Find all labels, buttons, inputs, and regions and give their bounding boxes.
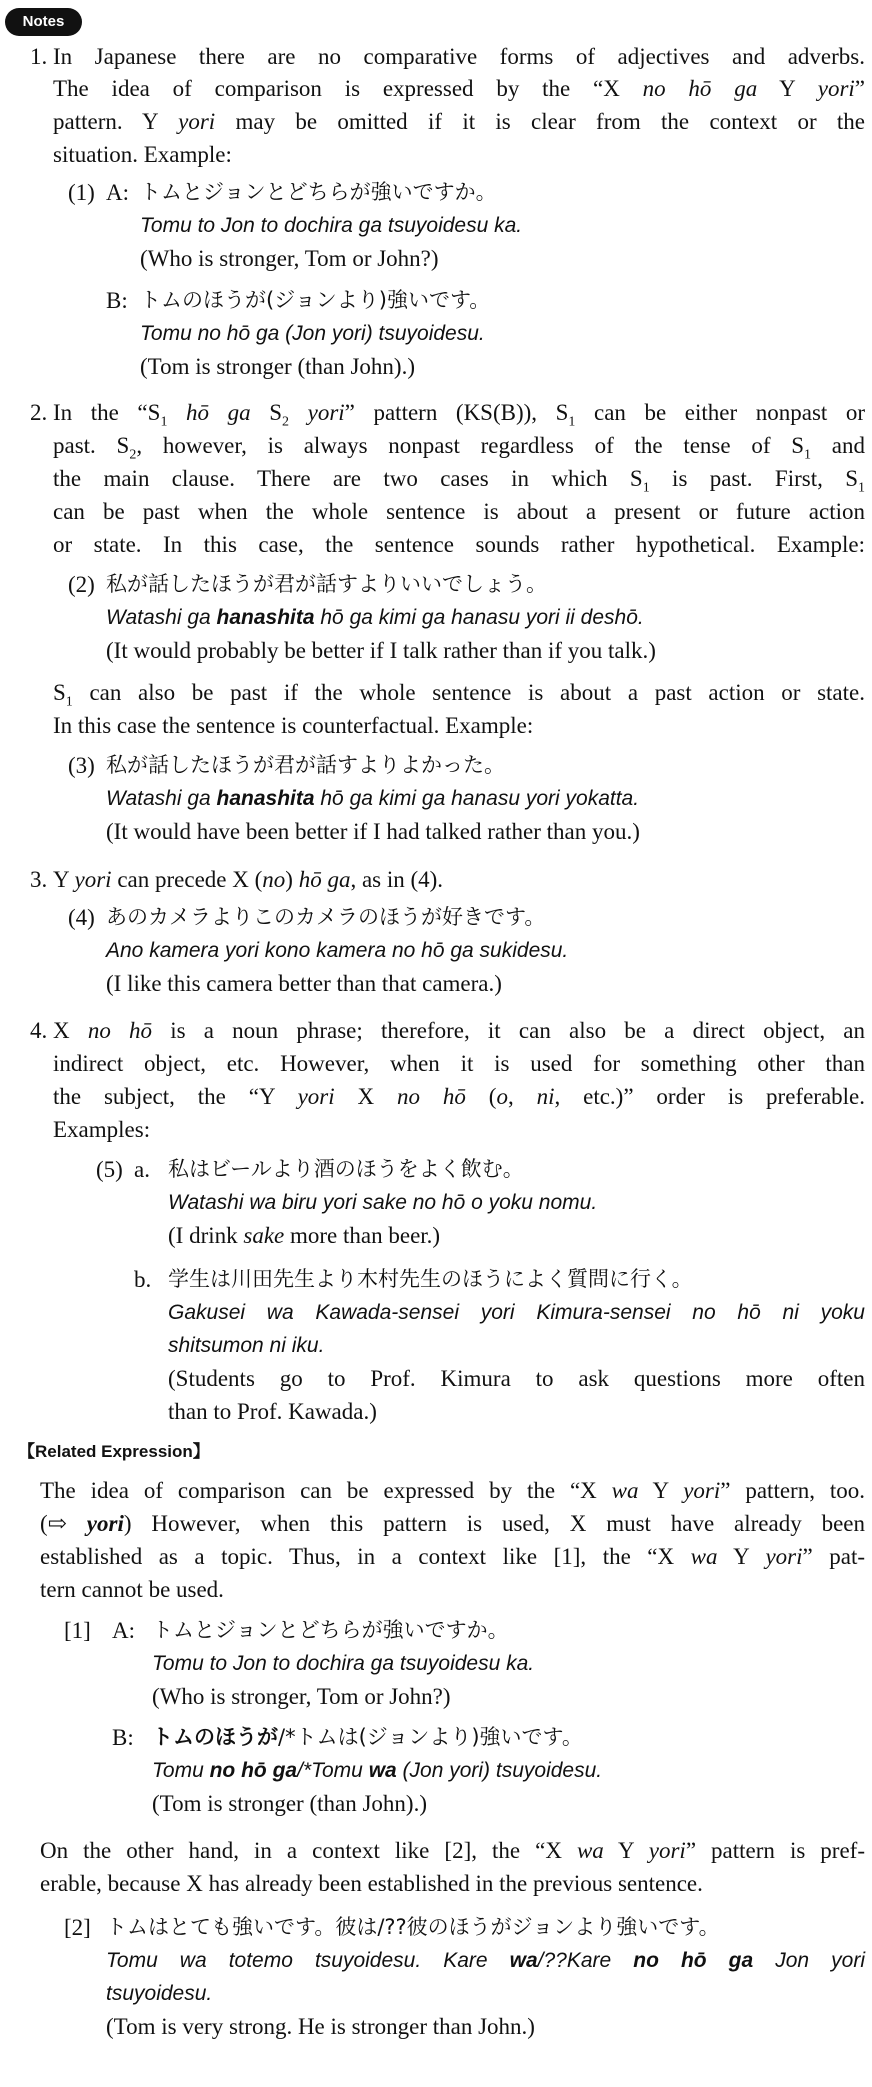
- example-romaji: Watashi wa biru yori sake no hō o yoku nomu.: [168, 1191, 598, 1214]
- example-romaji: Tomu to Jon to dochira ga tsuyoidesu ka.: [152, 1652, 535, 1675]
- note-line: the subject, the “Y yori X no hō (o, ni, etc.)” order is preferable.: [53, 1084, 866, 1109]
- related-line: The idea of comparison can be expressed by the “X wa Y yori” pattern, too.: [40, 1478, 865, 1503]
- example-japanese: 私が話したほうが君が話すよりよかった。: [106, 753, 505, 777]
- example-romaji: Tomu to Jon to dochira ga tsuyoidesu ka.: [140, 214, 523, 237]
- example-japanese: トムとジョンとどちらが強いですか。: [152, 1618, 509, 1642]
- example-translation: (Tom is very strong. He is stronger than John.): [106, 2014, 535, 2039]
- note-line: the main clause. There are two cases in which $S_1$ is past. First, $S_1$: [53, 466, 865, 496]
- example-romaji: Tomu no hō ga (Jon yori) tsuyoidesu.: [140, 322, 485, 345]
- example-translation: (I like this camera better than that camera.): [106, 971, 502, 996]
- example-translation: (It would have been better if I had talked rather than you.): [106, 819, 640, 844]
- example-translation: (I drink sake more than beer.): [168, 1223, 441, 1248]
- subexample-label: b.: [134, 1267, 152, 1292]
- example-label: (5): [96, 1157, 123, 1182]
- example-translation: than to Prof. Kawada.): [168, 1399, 377, 1424]
- note-line: can be past when the whole sentence is about a present or future action: [53, 499, 865, 524]
- note-line: pattern. Y yori may be omitted if it is clear from the context or the: [53, 109, 866, 134]
- note-line: $S_1$ can also be past if the whole sentence is about a past action or state.: [53, 680, 865, 710]
- subexample-label: a.: [134, 1157, 150, 1182]
- example-label: (2): [68, 572, 95, 597]
- note-line: In this case the sentence is counterfactual. Example:: [53, 713, 534, 738]
- example-label: [2]: [64, 1915, 91, 1940]
- note-line: X no hō is a noun phrase; therefore, it can also be a direct object, an: [53, 1018, 865, 1043]
- example-romaji: Tomu wa totemo tsuyoidesu. Kare wa/??Kare no hō ga Jon yori: [106, 1949, 865, 1972]
- example-translation: (It would probably be better if I talk rather than if you talk.): [106, 638, 656, 663]
- note-line: situation. Example:: [53, 142, 232, 167]
- speaker-label: A:: [112, 1618, 135, 1643]
- note-line: Examples:: [53, 1117, 151, 1142]
- speaker-label: B:: [112, 1725, 134, 1750]
- speaker-label: B:: [106, 288, 128, 313]
- note-line: Y yori can precede X (no) hō ga, as in (4).: [53, 867, 444, 892]
- example-label: (3): [68, 753, 95, 778]
- related-line: On the other hand, in a context like [2], the “X wa Y yori” pattern is pref-: [40, 1838, 865, 1863]
- example-translation: (Who is stronger, Tom or John?): [152, 1684, 451, 1709]
- example-japanese: 私はビールより酒のほうをよく飲む。: [168, 1157, 524, 1181]
- related-line: erable, because X has already been established in the previous sentence.: [40, 1871, 703, 1896]
- example-japanese: トムはとても強いです。彼は/??彼のほうがジョンより強いです。: [106, 1915, 720, 1939]
- example-translation: (Students go to Prof. Kimura to ask questions more often: [168, 1366, 865, 1391]
- note-line: In the “$S_1$ hō ga $S_2$ yori” pattern (KS(B)), $S_1$ can be either nonpast or: [53, 400, 866, 430]
- example-japanese: トムとジョンとどちらが強いですか。: [140, 180, 497, 204]
- note-line: past. $S_2$, however, is always nonpast regardless of the tense of $S_1$ and: [53, 433, 865, 463]
- related-heading: 【Related Expression】: [18, 1442, 210, 1461]
- notes-badge: Notes: [5, 8, 82, 36]
- example-japanese: トムのほうが(ジョンより)強いです。: [140, 288, 491, 312]
- note-number: 3.: [30, 867, 48, 892]
- example-japanese: 私が話したほうが君が話すよりいいでしょう。: [106, 572, 547, 596]
- example-romaji: Gakusei wa Kawada-sensei yori Kimura-sensei no hō ni yoku: [168, 1301, 865, 1324]
- note-line: The idea of comparison is expressed by the “X no hō ga Y yori”: [53, 76, 866, 101]
- example-translation: (Tom is stronger (than John).): [152, 1791, 427, 1816]
- note-line: or state. In this case, the sentence sounds rather hypothetical. Example:: [53, 532, 865, 557]
- example-label: [1]: [64, 1618, 91, 1643]
- example-label: (4): [68, 905, 95, 930]
- related-line: established as a topic. Thus, in a context like [1], the “X wa Y yori” pat-: [40, 1544, 866, 1569]
- example-japanese: トムのほうが/*トムは(ジョンより)強いです。: [152, 1725, 583, 1749]
- note-number: 4.: [30, 1018, 48, 1043]
- example-romaji: tsuyoidesu.: [106, 1982, 213, 2005]
- related-line: tern cannot be used.: [40, 1577, 224, 1602]
- example-romaji: Watashi ga hanashita hō ga kimi ga hanasu yori ii deshō.: [106, 606, 644, 629]
- example-label: (1): [68, 180, 95, 205]
- example-romaji: Ano kamera yori kono kamera no hō ga sukidesu.: [106, 939, 569, 962]
- example-romaji: shitsumon ni iku.: [168, 1334, 325, 1357]
- note-number: 1.: [30, 44, 48, 69]
- example-romaji: Watashi ga hanashita hō ga kimi ga hanasu yori yokatta.: [106, 787, 640, 810]
- note-line: indirect object, etc. However, when it is used for something other than: [53, 1051, 865, 1076]
- example-translation: (Tom is stronger (than John).): [140, 354, 415, 379]
- related-line: (⇨ yori) However, when this pattern is used, X must have already been: [40, 1511, 865, 1536]
- example-japanese: 学生は川田先生より木村先生のほうによく質問に行く。: [168, 1267, 693, 1291]
- note-line: In Japanese there are no comparative forms of adjectives and adverbs.: [53, 44, 865, 69]
- example-romaji: Tomu no hō ga/*Tomu wa (Jon yori) tsuyoidesu.: [152, 1759, 603, 1782]
- note-number: 2.: [30, 400, 48, 425]
- example-translation: (Who is stronger, Tom or John?): [140, 246, 439, 271]
- example-japanese: あのカメラよりこのカメラのほうが好きです。: [106, 905, 546, 929]
- speaker-label: A:: [106, 180, 129, 205]
